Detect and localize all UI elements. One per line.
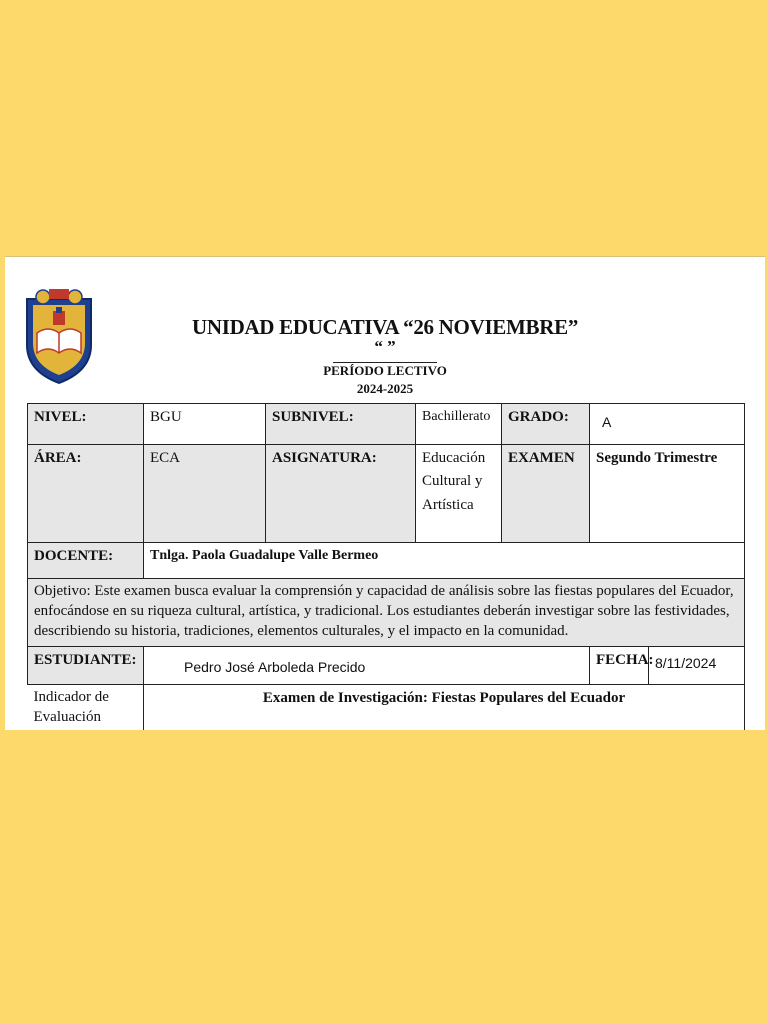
period-label: PERÍODO LECTIVO xyxy=(323,363,447,378)
nivel-value: BGU xyxy=(144,404,266,445)
examen-label: EXAMEN xyxy=(502,445,590,543)
area-value: ECA xyxy=(144,445,266,543)
school-subtitle-quotes: “ ” xyxy=(374,337,396,356)
row-objetivo xyxy=(28,579,745,647)
fecha-value: 8/11/2024 xyxy=(649,647,745,685)
subnivel-label: SUBNIVEL: xyxy=(266,404,416,445)
exam-document xyxy=(5,256,765,730)
row-nivel xyxy=(28,404,745,445)
estudiante-value: Pedro José Arboleda Precido xyxy=(144,647,590,685)
row-area xyxy=(28,445,745,543)
exam-info-table xyxy=(27,403,745,730)
asignatura-value: Educación Cultural y Artística xyxy=(416,445,502,543)
indicador-label: Indicador de Evaluación xyxy=(28,685,144,731)
row-indicador xyxy=(28,685,745,731)
nivel-label: NIVEL: xyxy=(28,404,144,445)
examen-value: Segundo Trimestre xyxy=(590,445,745,543)
estudiante-label: ESTUDIANTE: xyxy=(28,647,144,685)
school-name: UNIDAD EDUCATIVA “26 NOVIEMBRE” xyxy=(191,315,579,339)
area-label: ÁREA: xyxy=(28,445,144,543)
row-docente xyxy=(28,543,745,579)
period-years: 2024-2025 xyxy=(356,381,414,396)
objetivo-text: Objetivo: Este examen busca evaluar la comprensión y capacidad de análisis sobre las fiestas populares del Ecuador, enfocándose en su riqueza cultural, artística, y tradicional. Los estudiantes deberán investigar sobre las festividades, describiendo su historia, tradiciones, elementos culturales, y el impacto en la comunidad. xyxy=(28,579,745,647)
grado-value: A xyxy=(590,404,745,445)
grado-label: GRADO: xyxy=(502,404,590,445)
row-estudiante xyxy=(28,647,745,685)
docente-label: DOCENTE: xyxy=(28,543,144,579)
fecha-label: FECHA: xyxy=(590,647,649,685)
docente-value: Tnlga. Paola Guadalupe Valle Bermeo xyxy=(144,543,745,579)
school-crest-logo xyxy=(23,287,95,385)
examen-titulo: Examen de Investigación: Fiestas Populares del Ecuador xyxy=(144,685,745,731)
asignatura-label: ASIGNATURA: xyxy=(266,445,416,543)
subnivel-value: Bachillerato xyxy=(416,404,502,445)
